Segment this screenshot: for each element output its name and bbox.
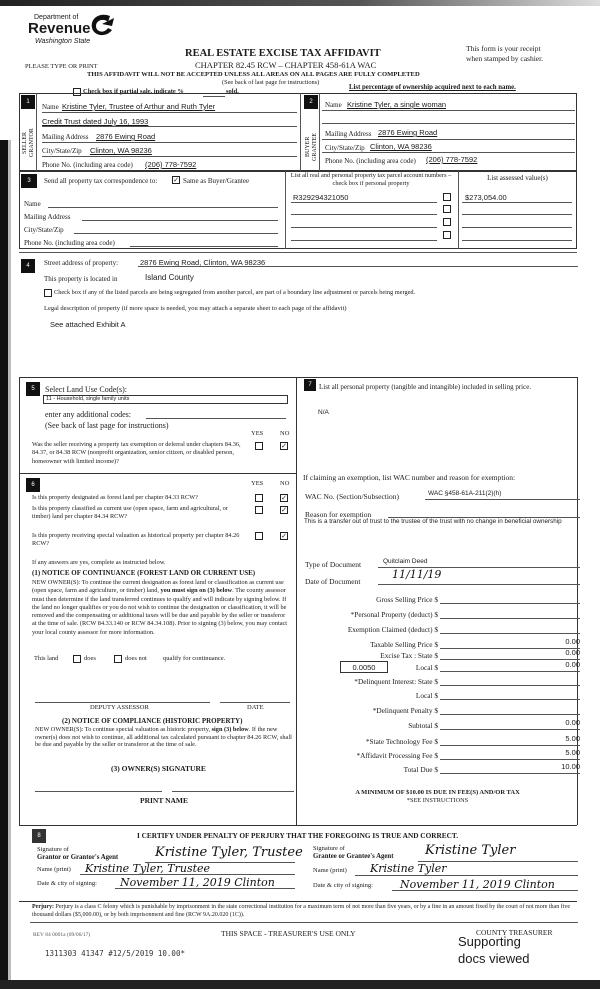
section-number: 4 bbox=[21, 259, 35, 273]
grantee-date-label: Date & city of signing: bbox=[313, 882, 373, 889]
footer-border bbox=[19, 901, 577, 902]
grantor-signature-label-1: Signature of bbox=[37, 846, 69, 853]
field-line bbox=[322, 139, 575, 140]
send-correspondence-label: Send all property tax correspondence to: bbox=[44, 177, 158, 185]
owner-signature-line bbox=[35, 791, 162, 792]
field-line bbox=[42, 126, 297, 127]
grantee-date-field[interactable]: November 11, 2019 Clinton bbox=[400, 878, 555, 891]
deputy-assessor-signature-line bbox=[35, 702, 210, 703]
delinquent-interest-state-label: *Delinquent Interest: State $ bbox=[354, 677, 438, 686]
treasurer-stamp: 1311303 41347 #12/5/2019 10.00* bbox=[45, 949, 185, 958]
personal-property-label: List all personal property (tangible and intangible) included in selling price. bbox=[319, 383, 532, 391]
grantee-signature-label-1: Signature of bbox=[313, 845, 345, 852]
section-number: 2 bbox=[304, 95, 318, 109]
reason-field[interactable]: This is a transfer out of trust to the trustee of the trust with no change in beneficial ownership bbox=[304, 518, 562, 525]
corr-mailing-label: Mailing Address bbox=[24, 213, 71, 221]
legal-description-field[interactable]: See attached Exhibit A bbox=[50, 320, 126, 329]
notice-text-a: NEW OWNER(S): To continue the current designation as forest land or classification as current use (open space, farm and agriculture, or timber) land, bbox=[32, 579, 284, 595]
doc-type-field[interactable]: Quitclaim Deed bbox=[383, 558, 428, 565]
buyer-phone-field[interactable]: (206) 778-7592 bbox=[426, 155, 478, 164]
treasurer-use-label: THIS SPACE - TREASURER'S USE ONLY bbox=[221, 929, 356, 938]
grantor-date-label: Date & city of signing: bbox=[37, 880, 97, 887]
grantee-signature-field[interactable]: Kristine Tyler bbox=[425, 843, 516, 858]
supporting-docs-line1: Supporting bbox=[458, 934, 521, 949]
notice-text-a: NEW OWNER(S): To continue special valuation as historic property, bbox=[35, 726, 212, 733]
street-address-label: Street address of property: bbox=[44, 259, 119, 267]
dept-line1: Department of bbox=[34, 14, 79, 21]
parcel-line bbox=[291, 240, 437, 241]
seller-mailing-field[interactable]: 2876 Ewing Road bbox=[96, 132, 156, 141]
exemption-no-checkbox[interactable]: ✓ bbox=[281, 442, 287, 450]
buyer-name-field[interactable]: Kristine Tyler, a single woman bbox=[347, 100, 447, 109]
section-divider bbox=[296, 377, 297, 825]
taxable-selling-price-field[interactable]: 0.00 bbox=[565, 637, 580, 646]
footer-divider bbox=[30, 922, 578, 923]
amount-line bbox=[440, 745, 580, 746]
assessed-header: List assessed value(s) bbox=[487, 174, 548, 182]
corr-phone-label: Phone No. (including area code) bbox=[24, 239, 115, 247]
this-land-label: This land bbox=[34, 655, 59, 662]
historic-no-checkbox[interactable]: ✓ bbox=[281, 532, 287, 540]
buyer-side-divider bbox=[319, 93, 320, 171]
certify-statement: I CERTIFY UNDER PENALTY OF PERJURY THAT THE FOREGOING IS TRUE AND CORRECT. bbox=[137, 831, 459, 840]
perjury-text: Perjury is a class C felony which is punishable by imprisonment in the state correctional institution for a maximum term of not more than five years, or by a fine in an amount fixed by the court of not more than five thousand dollars ($5,000.00), or by both imprisonment and fine (RCW 9A.20.020 (1C)). bbox=[32, 904, 571, 918]
total-due-label: Total Due $ bbox=[403, 765, 438, 774]
partial-sale-sold: sold. bbox=[226, 88, 239, 95]
amount-line bbox=[440, 699, 580, 700]
field-line bbox=[322, 152, 575, 153]
corr-name-field bbox=[48, 207, 278, 208]
deputy-assessor-label: DEPUTY ASSESSOR bbox=[90, 704, 149, 711]
scan-edge-shadow bbox=[8, 140, 11, 989]
personal-property-field[interactable]: N/A bbox=[318, 409, 329, 416]
section-number: 5 bbox=[26, 382, 40, 396]
does-not-label: does not bbox=[125, 655, 147, 662]
minimum-due-note: A MINIMUM OF $10.00 IS DUE IN FEE(S) AND/OR TAX bbox=[355, 789, 520, 796]
section-top-border bbox=[19, 252, 577, 253]
field-line bbox=[355, 875, 578, 876]
amount-line bbox=[440, 603, 580, 604]
seller-mailing-label: Mailing Address bbox=[42, 133, 89, 141]
subtotal-field[interactable]: 0.00 bbox=[565, 718, 580, 727]
section-border bbox=[19, 377, 20, 825]
buyer-mailing-field[interactable]: 2876 Ewing Road bbox=[378, 128, 438, 137]
see-back-note: (See back of last page for instructions) bbox=[45, 421, 169, 430]
current-use-yes-checkbox[interactable] bbox=[255, 506, 263, 514]
dept-line3: Washington State bbox=[35, 38, 91, 45]
legal-description-label: Legal description of property (if more space is needed, you may attach a separate sheet to each page of the affidavit) bbox=[44, 305, 347, 312]
section-divider bbox=[285, 171, 286, 249]
personal-property-deduct-label: *Personal Property (deduct) $ bbox=[350, 610, 438, 619]
forest-land-question: Is this property designated as forest land per chapter 84.33 RCW? bbox=[32, 494, 198, 501]
section-number: 7 bbox=[304, 379, 316, 391]
seller-side-divider bbox=[36, 93, 37, 171]
notice-compliance-text bbox=[35, 726, 293, 749]
additional-codes-field bbox=[146, 418, 286, 419]
owner-signature-title: (3) OWNER(S) SIGNATURE bbox=[111, 764, 206, 773]
yes-header: YES bbox=[251, 430, 264, 437]
county-treasurer-label: COUNTY TREASURER bbox=[476, 928, 553, 937]
assessed-line bbox=[462, 202, 572, 203]
affidavit-processing-fee-label: *Affidavit Processing Fee $ bbox=[356, 751, 438, 760]
current-use-question: Is this property classified as current use (open space, farm and agricultural, or timber) land per chapter 84.34 RCW? bbox=[32, 505, 228, 521]
state-technology-fee-label: *State Technology Fee $ bbox=[365, 737, 438, 746]
grantor-name-label: Name (print) bbox=[37, 866, 71, 873]
dept-line2: Revenue bbox=[28, 20, 91, 37]
revision-code: REV 84 0001a (09/06/17) bbox=[33, 932, 91, 938]
forest-yes-checkbox[interactable] bbox=[255, 494, 263, 502]
parcel-line bbox=[291, 202, 437, 203]
field-line bbox=[42, 142, 297, 143]
dor-logo bbox=[28, 14, 128, 54]
seller-city-field[interactable]: Clinton, WA 98236 bbox=[90, 146, 152, 155]
amount-line bbox=[440, 773, 580, 774]
amount-line bbox=[440, 759, 580, 760]
wac-number-label: WAC No. (Section/Subsection) bbox=[305, 492, 399, 501]
grantor-date-field[interactable]: November 11, 2019 Clinton bbox=[120, 876, 275, 889]
seller-city-label: City/State/Zip bbox=[42, 147, 82, 155]
grantor-signature-label-2: Grantor or Grantor's Agent bbox=[37, 854, 119, 861]
field-line bbox=[378, 584, 580, 585]
amount-line bbox=[440, 685, 580, 686]
notice-text-b: . The county assessor must then determine if the land transferred continues to qualify and will indicate by signing below. If the land no longer qualifies or you do not wish to continue the designation or classification, it will be removed and the compensating or additional taxes will be due and payable by the seller or transferor at the time of sale. (RCW 84.33.140 or RCW 84.34.108). Prior to signing (3) below, you may contact your local county assessor for more information. bbox=[32, 587, 288, 636]
seller-name-field[interactable]: Kristine Tyler, Trustee of Arthur and Ruth Tyler bbox=[62, 102, 216, 111]
see-back-note: (See back of last page for instructions) bbox=[222, 79, 320, 86]
street-address-field[interactable]: 2876 Ewing Road, Clinton, WA 98236 bbox=[140, 258, 266, 267]
see-instructions-note: *SEE INSTRUCTIONS bbox=[406, 797, 469, 804]
grantee-label: GRANTEE bbox=[312, 133, 318, 161]
perjury-title: Perjury: bbox=[32, 904, 54, 910]
affidavit-processing-fee-field[interactable]: 5.00 bbox=[565, 748, 580, 757]
land-use-label: Select Land Use Code(s): bbox=[45, 385, 127, 394]
county-field[interactable]: Island County bbox=[145, 273, 194, 282]
state-technology-fee-field[interactable]: 5.00 bbox=[565, 734, 580, 743]
grantor-label: GRANTOR bbox=[29, 128, 35, 158]
excise-tax-state-label: Excise Tax : State $ bbox=[380, 651, 438, 660]
historic-yes-checkbox[interactable] bbox=[255, 532, 263, 540]
located-in-label: This property is located in bbox=[44, 275, 118, 283]
section-number: 1 bbox=[21, 95, 35, 109]
buyer-side-label bbox=[305, 125, 317, 169]
yes-header: YES bbox=[251, 480, 264, 487]
personal-property-checkbox-4[interactable] bbox=[443, 231, 451, 239]
field-line bbox=[42, 156, 297, 157]
assessed-line bbox=[462, 227, 572, 228]
assessed-line bbox=[462, 214, 572, 215]
corr-phone-field bbox=[130, 246, 278, 247]
does-qualify-checkbox[interactable] bbox=[73, 655, 81, 663]
corr-name-label: Name bbox=[24, 200, 41, 208]
grantee-signature-label-2: Grantee or Grantee's Agent bbox=[313, 853, 394, 860]
gross-selling-price-label: Gross Selling Price $ bbox=[376, 595, 438, 604]
if-yes-note: If any answers are yes, complete as instructed below. bbox=[32, 559, 166, 566]
delinquent-interest-local-label: Local $ bbox=[415, 691, 438, 700]
amount-line bbox=[440, 714, 580, 715]
excise-tax-state-field[interactable]: 0.00 bbox=[565, 648, 580, 657]
assessed-line bbox=[462, 240, 572, 241]
personal-property-checkbox-2[interactable] bbox=[443, 205, 451, 213]
receipt-line2: when stamped by cashier. bbox=[466, 54, 544, 63]
section-top-border bbox=[19, 377, 577, 378]
dor-swirl-icon bbox=[88, 12, 116, 38]
section-divider bbox=[458, 171, 459, 249]
doc-date-field[interactable]: 11/11/19 bbox=[392, 568, 442, 581]
field-line bbox=[392, 890, 578, 891]
qualify-label: qualify for continuance. bbox=[163, 655, 226, 662]
buyer-phone-label: Phone No. (including area code) bbox=[325, 157, 416, 165]
notice-text-bold: sign (3) below bbox=[211, 726, 249, 733]
amount-line bbox=[440, 618, 580, 619]
buyer-mailing-label: Mailing Address bbox=[325, 130, 372, 138]
doc-type-label: Type of Document bbox=[305, 560, 362, 569]
forest-no-checkbox[interactable]: ✓ bbox=[281, 494, 287, 502]
buyer-city-field[interactable]: Clinton, WA 98236 bbox=[370, 142, 432, 151]
corr-city-label: City/State/Zip bbox=[24, 226, 64, 234]
scan-edge-top bbox=[0, 0, 600, 6]
print-name-label: PRINT NAME bbox=[140, 796, 188, 805]
grantor-signature-field[interactable]: Kristine Tyler, Trustee bbox=[155, 845, 303, 860]
amount-line bbox=[440, 633, 580, 634]
seller-phone-field[interactable]: (206) 778-7592 bbox=[145, 160, 197, 169]
corr-city-field bbox=[74, 233, 278, 234]
amount-line bbox=[440, 729, 580, 730]
ownership-note: List percentage of ownership acquired next to each name. bbox=[349, 84, 516, 91]
corr-mailing-field bbox=[82, 220, 278, 221]
does-not-qualify-checkbox[interactable] bbox=[114, 655, 122, 663]
notice-text-bold: you must sign on (3) below bbox=[160, 587, 233, 595]
section-border bbox=[577, 377, 578, 825]
delinquent-penalty-label: *Delinquent Penalty $ bbox=[372, 706, 438, 715]
exemption-yes-checkbox[interactable] bbox=[255, 442, 263, 450]
personal-property-checkbox-1[interactable] bbox=[443, 193, 451, 201]
buyer-name-label: Name bbox=[325, 101, 342, 109]
date-line bbox=[220, 702, 290, 703]
partial-sale-label: Check box if partial sale, indicate % bbox=[83, 88, 184, 95]
section-top-border bbox=[19, 825, 577, 826]
segregated-label: Check box if any of the listed parcels are being segregated from another parcel, are part of a boundary line adjustment or parcels being merged. bbox=[54, 289, 416, 296]
section-number: 8 bbox=[32, 829, 46, 843]
section-number: 6 bbox=[26, 478, 40, 492]
field-line bbox=[322, 123, 575, 124]
notice-continuance-text bbox=[32, 579, 290, 637]
does-label: does bbox=[84, 655, 96, 662]
buyer-label: BUYER bbox=[305, 136, 311, 158]
exemption-header: If claiming an exemption, list WAC number and reason for exemption: bbox=[303, 473, 516, 482]
scan-edge-bottom bbox=[0, 980, 600, 989]
excise-tax-local-label: Local $ bbox=[415, 663, 438, 672]
seller-name-field-2[interactable]: Credit Trust dated July 16, 1993 bbox=[42, 117, 149, 126]
same-as-buyer-label: Same as Buyer/Grantee bbox=[183, 177, 250, 185]
form-chapter: CHAPTER 82.45 RCW – CHAPTER 458-61A WAC bbox=[195, 60, 377, 70]
segregated-checkbox[interactable] bbox=[44, 289, 52, 297]
buyer-city-label: City/State/Zip bbox=[325, 144, 365, 152]
reason-label: Reason for exemption bbox=[305, 510, 372, 519]
receipt-line1: This form is your receipt bbox=[466, 44, 541, 53]
seller-phone-label: Phone No. (including area code) bbox=[42, 161, 133, 169]
grantee-name-label: Name (print) bbox=[313, 867, 347, 874]
local-tax-rate-field[interactable]: 0.0050 bbox=[340, 661, 388, 673]
notice-text-b: . If the new owner(s) does not wish to continue, all additional tax calculated pursuant to chapter 84.26 RCW, shall be due and payable by the seller or transferor at the time of sale. bbox=[35, 726, 292, 749]
field-line bbox=[138, 266, 578, 267]
field-line bbox=[42, 112, 297, 113]
section-divider bbox=[300, 93, 301, 171]
supporting-docs-line2: docs viewed bbox=[458, 951, 530, 966]
amount-line bbox=[440, 671, 580, 672]
excise-tax-local-field[interactable]: 0.00 bbox=[565, 660, 580, 669]
section-border bbox=[19, 473, 296, 474]
field-line bbox=[322, 110, 575, 111]
total-due-field[interactable]: 10.00 bbox=[561, 762, 580, 771]
parcel-line bbox=[291, 214, 437, 215]
parcel-line bbox=[291, 227, 437, 228]
land-use-select[interactable]: 11 - Household, single family units bbox=[43, 395, 288, 404]
historic-question: Is this property receiving special valuation as historical property per chapter 84.26 RCW? bbox=[32, 532, 240, 548]
assessed-value-1[interactable]: $273,054.00 bbox=[465, 193, 507, 202]
no-header: NO bbox=[280, 480, 290, 487]
personal-property-checkbox-3[interactable] bbox=[443, 218, 451, 226]
additional-codes-label: enter any additional codes: bbox=[45, 410, 131, 419]
subtotal-label: Subtotal $ bbox=[408, 721, 438, 730]
grantee-name-field[interactable]: Kristine Tyler bbox=[370, 862, 447, 875]
seller-label: SELLER bbox=[22, 132, 28, 154]
same-as-buyer-checkbox[interactable]: ✓ bbox=[173, 176, 179, 184]
current-use-no-checkbox[interactable]: ✓ bbox=[281, 506, 287, 514]
wac-number-field[interactable]: WAC §458-61A-211(2)(h) bbox=[428, 490, 502, 497]
please-type: PLEASE TYPE OR PRINT bbox=[25, 63, 98, 70]
no-header: NO bbox=[280, 430, 290, 437]
exemption-question: Was the seller receiving a property tax exemption or deferral under chapters 84.36, 84.37, or 84.38 RCW (nonprofit organization, senior citizen, or disabled person, homeowner with limited income)? bbox=[32, 441, 241, 465]
date-label: DATE bbox=[247, 704, 264, 711]
parcel-header: List all real and personal property tax parcel account numbers – check box if personal property bbox=[290, 172, 452, 187]
taxable-selling-price-label: Taxable Selling Price $ bbox=[370, 640, 438, 649]
seller-name-label: Name bbox=[42, 103, 59, 111]
field-line bbox=[425, 499, 580, 500]
form-warning: THIS AFFIDAVIT WILL NOT BE ACCEPTED UNLESS ALL AREAS ON ALL PAGES ARE FULLY COMPLETED bbox=[87, 71, 420, 78]
perjury-statement bbox=[32, 903, 582, 919]
notice-compliance-title: (2) NOTICE OF COMPLIANCE (HISTORIC PROPERTY) bbox=[62, 717, 243, 725]
exemption-claimed-label: Exemption Claimed (deduct) $ bbox=[347, 625, 438, 634]
scan-edge-left bbox=[0, 140, 8, 989]
seller-side-label bbox=[22, 118, 34, 168]
grantor-name-field[interactable]: Kristine Tyler, Trustee bbox=[85, 862, 211, 875]
field-line bbox=[115, 888, 295, 889]
form-title: REAL ESTATE EXCISE TAX AFFIDAVIT bbox=[185, 48, 381, 59]
doc-date-label: Date of Document bbox=[305, 577, 361, 586]
section-number: 3 bbox=[21, 174, 37, 188]
parcel-number-1[interactable]: R329294321050 bbox=[293, 193, 349, 202]
field-line bbox=[80, 874, 295, 875]
notice-continuance-title: (1) NOTICE OF CONTINUANCE (FOREST LAND OR CURRENT USE) bbox=[32, 569, 256, 577]
owner-signature-line-2 bbox=[172, 791, 294, 792]
